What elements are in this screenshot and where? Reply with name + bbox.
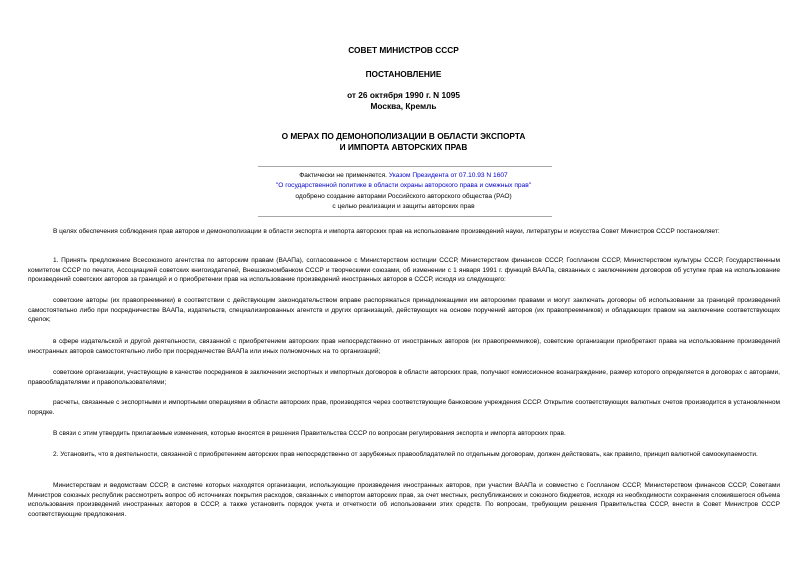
- paragraph-intermediaries: советские организации, участвующие в качестве посредников в заключении экспортных и импортных договоров в области авторских прав, получают комиссионное вознаграждение, размер которого определяется в договорах с авторами, правообладателями и правопользователями;: [28, 369, 780, 386]
- paragraph-item-2: 2. Установить, что в деятельности, связанной с приобретением авторских прав непосредственно от зарубежных правообладателей по отдельным договорам, должен действовать, как правило, принцип валютной самоокупаемости.: [53, 451, 758, 458]
- paragraph-approve-changes: В связи с этим утвердить прилагаемые изменения, которые вносятся в решения Правительства СССР по вопросам регулирования экспорта и импорта авторских прав.: [53, 430, 566, 437]
- decree-title-link[interactable]: "О государственной политике в области охраны авторского права и смежных прав": [275, 182, 532, 189]
- note-line-2: [0, 181, 807, 191]
- doc-type-heading: ПОСТАНОВЛЕНИЕ: [365, 69, 442, 79]
- note-line-1-text: Фактически не применяется.: [299, 172, 389, 179]
- paragraph-item-1: 1. Принять предложение Всесоюзного агентства по авторским правам (ВААПа), согласованное с Министерством юстиции СССР, Министерством финансов СССР, Госпланом СССР, Министерством культуры СССР, Государственным комитетом СССР по печати, Ассоциацией советских книгоиздателей, Внешэкономбанком СССР и творческими союзами, об изменении с 1 января 1991 г. функций ВААПа, связанных с заключением договоров об уступке прав на использование произведений советских авторов за границей и о приобретении прав на использование произведений иностранных авторов в СССР, исходя из следующего:: [28, 257, 780, 284]
- note-line-1: [0, 171, 807, 181]
- paragraph-ministries: Министерствам и ведомствам СССР, в системе которых находятся организации, использующие произведения иностранных авторов, при участии ВААПа и совместно с Госпланом СССР, Министерством финансов СССР, Советами Министров союзных республик рассмотреть вопрос об источниках покрытия расходов, связанных с импортом авторских прав, за счет местных, республиканских и союзного бюджетов, исходя из необходимости сохранения сложившегося объема использования произведений иностранных авторов в СССР, а также установить порядок учета и отчетности об использовании этих средств. По вопросам, требующим решения Правительства СССР, внести в Совет Министров СССР соответствующие предложения.: [28, 482, 780, 519]
- decree-link[interactable]: Указом Президента от 07.10.93 N 1607: [388, 172, 508, 179]
- note-top-divider: [258, 166, 552, 167]
- place: Москва, Кремль: [370, 101, 437, 111]
- note-bottom-divider: [258, 216, 552, 217]
- paragraph-preamble: В целях обеспечения соблюдения прав авторов и демонополизации в области экспорта и импорта авторских прав на использование произведений науки, литературы и искусства Совет Министров СССР постановляет:: [53, 228, 720, 235]
- paragraph-settlements: расчеты, связанные с экспортными и импортными операциями в области авторских прав, производятся через соответствующие банковские учреждения СССР. Открытие соответствующих валютных счетов производится в установленном порядке.: [28, 399, 780, 416]
- title-line-2: И ИМПОРТА АВТОРСКИХ ПРАВ: [339, 142, 468, 152]
- title-line-1: О МЕРАХ ПО ДЕМОНОПОЛИЗАЦИИ В ОБЛАСТИ ЭКСПОРТА: [281, 131, 526, 141]
- note-line-4: с целью реализации и защиты авторских прав: [332, 203, 475, 210]
- paragraph-publishing: в сфере издательской и другой деятельности, связанной с приобретением авторских прав непосредственно от иностранных авторов (их правопреемников), советские организации приобретают права на использование произведений иностранных авторов самостоятельно либо при посредничестве ВААПа или иных полномочных на то организаций;: [28, 338, 780, 355]
- paragraph-authors-rights: советские авторы (их правопреемники) в соответствии с действующим законодательством вправе распоряжаться принадлежащими им авторскими правами и могут заключать договоры об использовании за границей произведений самостоятельно либо при посредничестве ВААПа, издательств, специализированных агентств и других организаций, действующих на основе поручений авторов (их правопреемников) и обладающих правом на заключение соответствующих сделок;: [28, 297, 780, 324]
- date-number: от 26 октября 1990 г. N 1095: [347, 90, 460, 100]
- issuer-heading: СОВЕТ МИНИСТРОВ СССР: [348, 45, 459, 55]
- note-line-3: одобрено создание авторами Российского авторского общества (РАО): [295, 193, 512, 200]
